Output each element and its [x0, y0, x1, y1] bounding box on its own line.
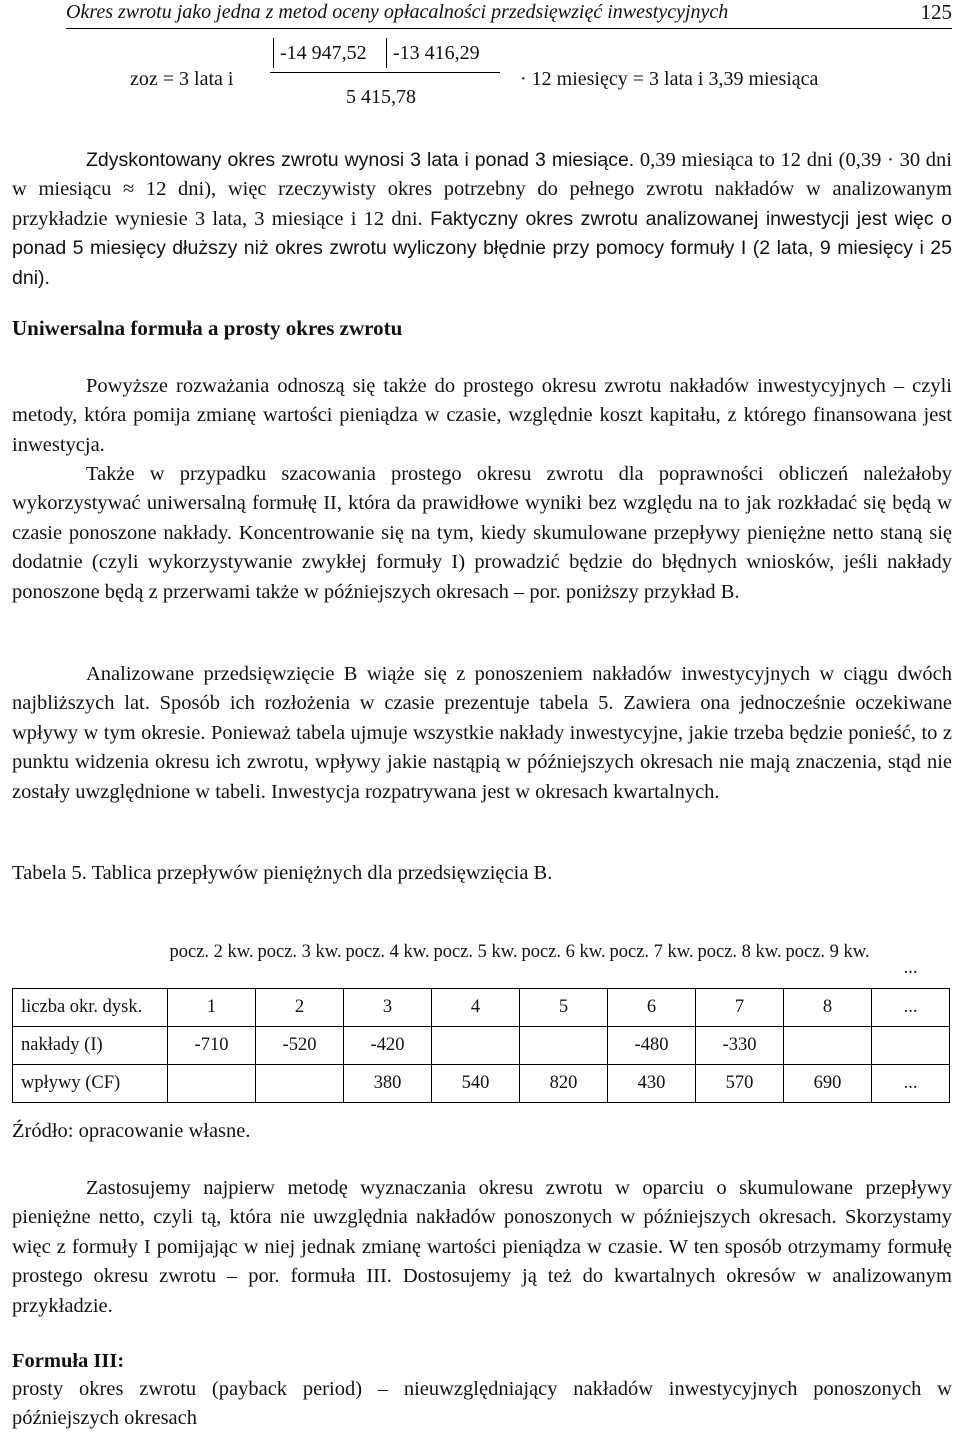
table-cell: 820: [520, 1065, 608, 1103]
table-cell: [168, 1065, 256, 1103]
table-cell: 3: [344, 989, 432, 1027]
table-cell: -480: [608, 1027, 696, 1065]
para3-seg-a: Także w przypadku szacowania prostego okresu zwrotu dla poprawności obliczeń należałoby wykorzystywać uniwersalną formułę II, która da prawidłowe wyniki bez względu na to jak rozkładać się będą w czasie ponoszone nakłady.: [12, 463, 952, 544]
table-cell: ...: [872, 989, 950, 1027]
table-cell: 380: [344, 1065, 432, 1103]
table-header-cell: pocz. 6 kw.: [520, 916, 608, 989]
table-caption: Tabela 5. Tablica przepływów pieniężnych dla przedsięwzięcia B.: [12, 862, 553, 884]
table-cell: [872, 1027, 950, 1065]
formula-denominator: 5 415,78: [346, 86, 416, 108]
page-number: 125: [920, 0, 952, 24]
table-header-cell: pocz. 9 kw.: [784, 916, 872, 989]
table-header-cell: pocz. 3 kw.: [256, 916, 344, 989]
para1-seg0: Zdyskontowany okres zwrotu wynosi 3 lata i ponad 3 miesiące.: [86, 149, 635, 171]
table-header-cell: pocz. 4 kw.: [344, 916, 432, 989]
formula-lhs: zoz = 3 lata i: [130, 68, 234, 90]
table-header-row: [13, 916, 950, 989]
paragraph-simple-payback: [12, 372, 952, 460]
para2-text: Powyższe rozważania odnoszą się także do prostego okresu zwrotu nakładów inwestycyjnych – czyli metody, która pomija zmianę wartości pieniądza w czasie, względnie koszt kapitału, z którego finansowana jest inwestycja.: [12, 375, 952, 456]
formula-numerator-a: -14 947,52: [280, 42, 367, 64]
table-cell: 7: [696, 989, 784, 1027]
formula-rhs: · 12 miesięcy = 3 lata i 3,39 miesiąca: [520, 68, 819, 90]
paragraph-project-b: [12, 660, 952, 807]
table-cell: 1: [168, 989, 256, 1027]
formula3-text: prosty okres zwrotu (payback period) – nieuwzględniający nakładów inwestycyjnych ponoszonych w późniejszych okresach: [12, 1378, 952, 1430]
table-cell: 430: [608, 1065, 696, 1103]
table-cell: -710: [168, 1027, 256, 1065]
table-header-cell: ...: [872, 916, 950, 989]
table-source: Źródło: opracowanie własne.: [12, 1120, 251, 1142]
table-cell: [784, 1027, 872, 1065]
table-cell: [256, 1065, 344, 1103]
running-header: [66, 0, 952, 29]
table-cell: ...: [872, 1065, 950, 1103]
abs-bar-mid: [386, 38, 387, 68]
para4-seg-b: Ponieważ tabela ujmuje wszystkie nakłady inwestycyjne, jakie trzeba będzie ponieść, to z punktu widzenia okresu ich zwrotu, wpływy jakie nastąpią w późniejszych okresach nie mają znaczenia, stąd nie zostały uwzględnione w tabeli. Inwestycja rozpatrywana jest w okresach kwartalnych.: [12, 721, 952, 803]
row-label: nakłady (I): [13, 1027, 168, 1065]
table-cell: 4: [432, 989, 520, 1027]
table-header-cell: pocz. 2 kw.: [168, 916, 256, 989]
formula-numerator-b: -13 416,29: [393, 42, 480, 64]
formula3-title: Formuła III:: [12, 1350, 125, 1372]
table-row: [13, 1065, 950, 1103]
table-header-cell: pocz. 7 kw.: [608, 916, 696, 989]
paragraph-universal-formula: [12, 460, 952, 607]
table-cell: [432, 1027, 520, 1065]
table-cell: 570: [696, 1065, 784, 1103]
table-header-cell: pocz. 5 kw.: [432, 916, 520, 989]
table-cell: 6: [608, 989, 696, 1027]
paragraph-discounted-payback: [12, 146, 952, 293]
table-header-cell: pocz. 8 kw.: [696, 916, 784, 989]
table-cell: -330: [696, 1027, 784, 1065]
header-title: Okres zwrotu jako jedna z metod oceny opłacalności przedsięwzięć inwestycyjnych: [66, 1, 729, 23]
section-heading: Uniwersalna formuła a prosty okres zwrotu: [12, 316, 403, 340]
row-label: wpływy (CF): [13, 1065, 168, 1103]
fraction-bar: [270, 72, 500, 73]
para3-seg-b: Koncentrowanie się na tym, kiedy skumulowane przepływy pieniężne netto staną się dodatnie (czyli wykorzystywanie zwykłej formuły I) prowadzić będzie do błędnych wniosków, jeśli nakłady ponoszone będą z przerwami także w późniejszych okresach – por. poniższy przykład B.: [12, 521, 952, 603]
table-row: [13, 1027, 950, 1065]
table-cell: 8: [784, 989, 872, 1027]
table-cell: [520, 1027, 608, 1065]
para4-seg-a: Analizowane przedsięwzięcie B wiąże się z ponoszeniem nakładów inwestycyjnych w ciągu dwóch najbliższych lat. Sposób ich rozłożenia w czasie prezentuje tabela 5. Zawiera ona jednocześnie oczekiwane wpływy w tym okresie.: [12, 663, 952, 744]
table-cell: 5: [520, 989, 608, 1027]
row-label: liczba okr. dysk.: [13, 989, 168, 1027]
paragraph-method: [12, 1174, 952, 1321]
para1-seg2: Faktyczny okres zwrotu analizowanej inwestycji jest więc o ponad 5 miesięcy dłuższy niż okres zwrotu wyliczony błędnie przy pomocy formuły I (2 lata, 9 miesięcy i 25 dni).: [12, 207, 952, 289]
formula-zoz: [0, 38, 960, 128]
table-cell: -420: [344, 1027, 432, 1065]
table-cell: 540: [432, 1065, 520, 1103]
table-corner: [13, 916, 168, 989]
cash-flow-table: [12, 916, 950, 1103]
para1-seg1: 0,39 miesiąca to 12 dni (0,39 · 30 dni w miesiącu ≈ 12 dni), więc rzeczywisty okres potrzebny do pełnego zwrotu nakładów w analizowanym przykładzie wyniesie 3 lata, 3 miesiące i 12 dni.: [12, 149, 952, 230]
table-cell: 2: [256, 989, 344, 1027]
formula3-description: [12, 1375, 952, 1434]
abs-bar-left: [273, 38, 274, 68]
table-cell: 690: [784, 1065, 872, 1103]
para5-text: Zastosujemy najpierw metodę wyznaczania okresu zwrotu w oparciu o skumulowane przepływy pieniężne netto, czyli tą, która nie uwzględnia nakładów ponoszonych w późniejszych okresach. Skorzystamy więc z formuły I pomijając w niej jednak zmianę wartości pieniądza w czasie. W ten sposób otrzymamy formułę prostego okresu zwrotu – por. formuła III. Dostosujemy ją też do kwartalnych okresów w analizowanym przykładzie.: [12, 1177, 952, 1317]
table-row: [13, 989, 950, 1027]
table-cell: -520: [256, 1027, 344, 1065]
